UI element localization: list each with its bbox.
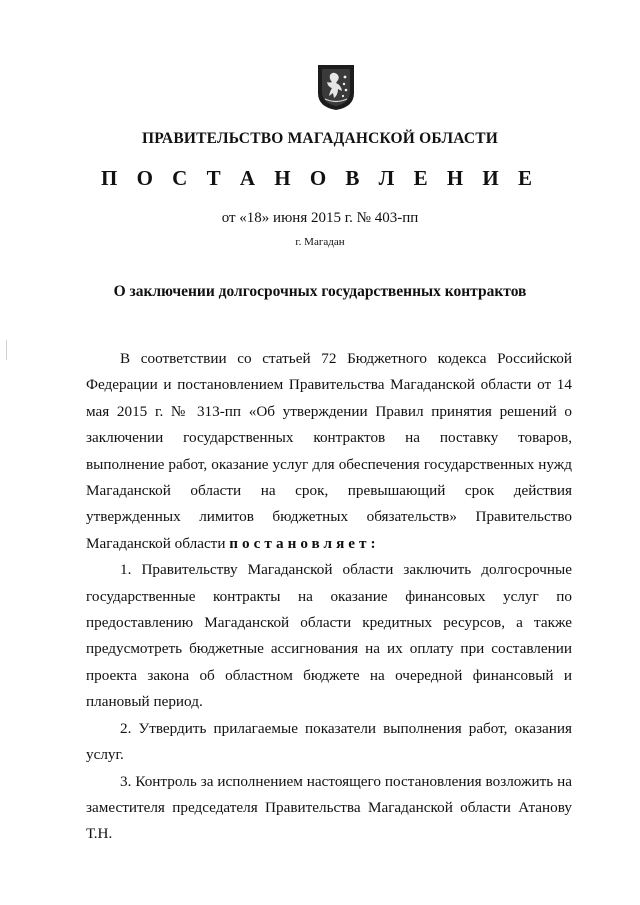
preamble-paragraph bbox=[86, 346, 572, 557]
magadan-coat-of-arms-icon bbox=[316, 63, 356, 111]
decides-word: постановляет: bbox=[229, 534, 380, 552]
city-name: г. Магадан bbox=[295, 236, 345, 248]
preamble-text: В соответствии со статьей 72 Бюджетного кодекса Российской Федерации и постановлением Правительства Магаданской области от 14 мая 2015 г. № 313-пп «Об утверждении Правил принятия решений о заключении государственных контрактов на поставку товаров, выполнение работ, оказание услуг для обеспечения государственных нужд Магаданской области на срок, превышающий срок действия утвержденных лимитов бюджетных обязательств» Правительство Магаданской области bbox=[86, 350, 572, 552]
document-subject: О заключении долгосрочных государственных контрактов bbox=[113, 283, 527, 300]
organization-name: ПРАВИТЕЛЬСТВО МАГАДАНСКОЙ ОБЛАСТИ bbox=[141, 130, 499, 147]
date-and-number: от «18» июня 2015 г. № 403-пп bbox=[221, 210, 419, 226]
item-3-paragraph: 3. Контроль за исполнением настоящего постановления возложить на заместителя председателя Правительства Магаданской области Атанову Т.Н. bbox=[86, 772, 572, 843]
document-body bbox=[86, 346, 572, 848]
item-2-paragraph: 2. Утвердить прилагаемые показатели выполнения работ, оказания услуг. bbox=[86, 719, 572, 764]
document-type: П О С Т А Н О В Л Е Н И Е bbox=[100, 166, 539, 190]
item-1-paragraph: 1. Правительству Магаданской области заключить долгосрочные государственные контракты на оказание финансовых услуг по предоставлению Магаданской области кредитных ресурсов, а также предусмотреть бюджетные ассигнования на их оплату при составлении проекта закона об областном бюджете на очередной финансовый и плановый период. bbox=[86, 561, 572, 711]
scan-edge-mark bbox=[6, 340, 7, 360]
